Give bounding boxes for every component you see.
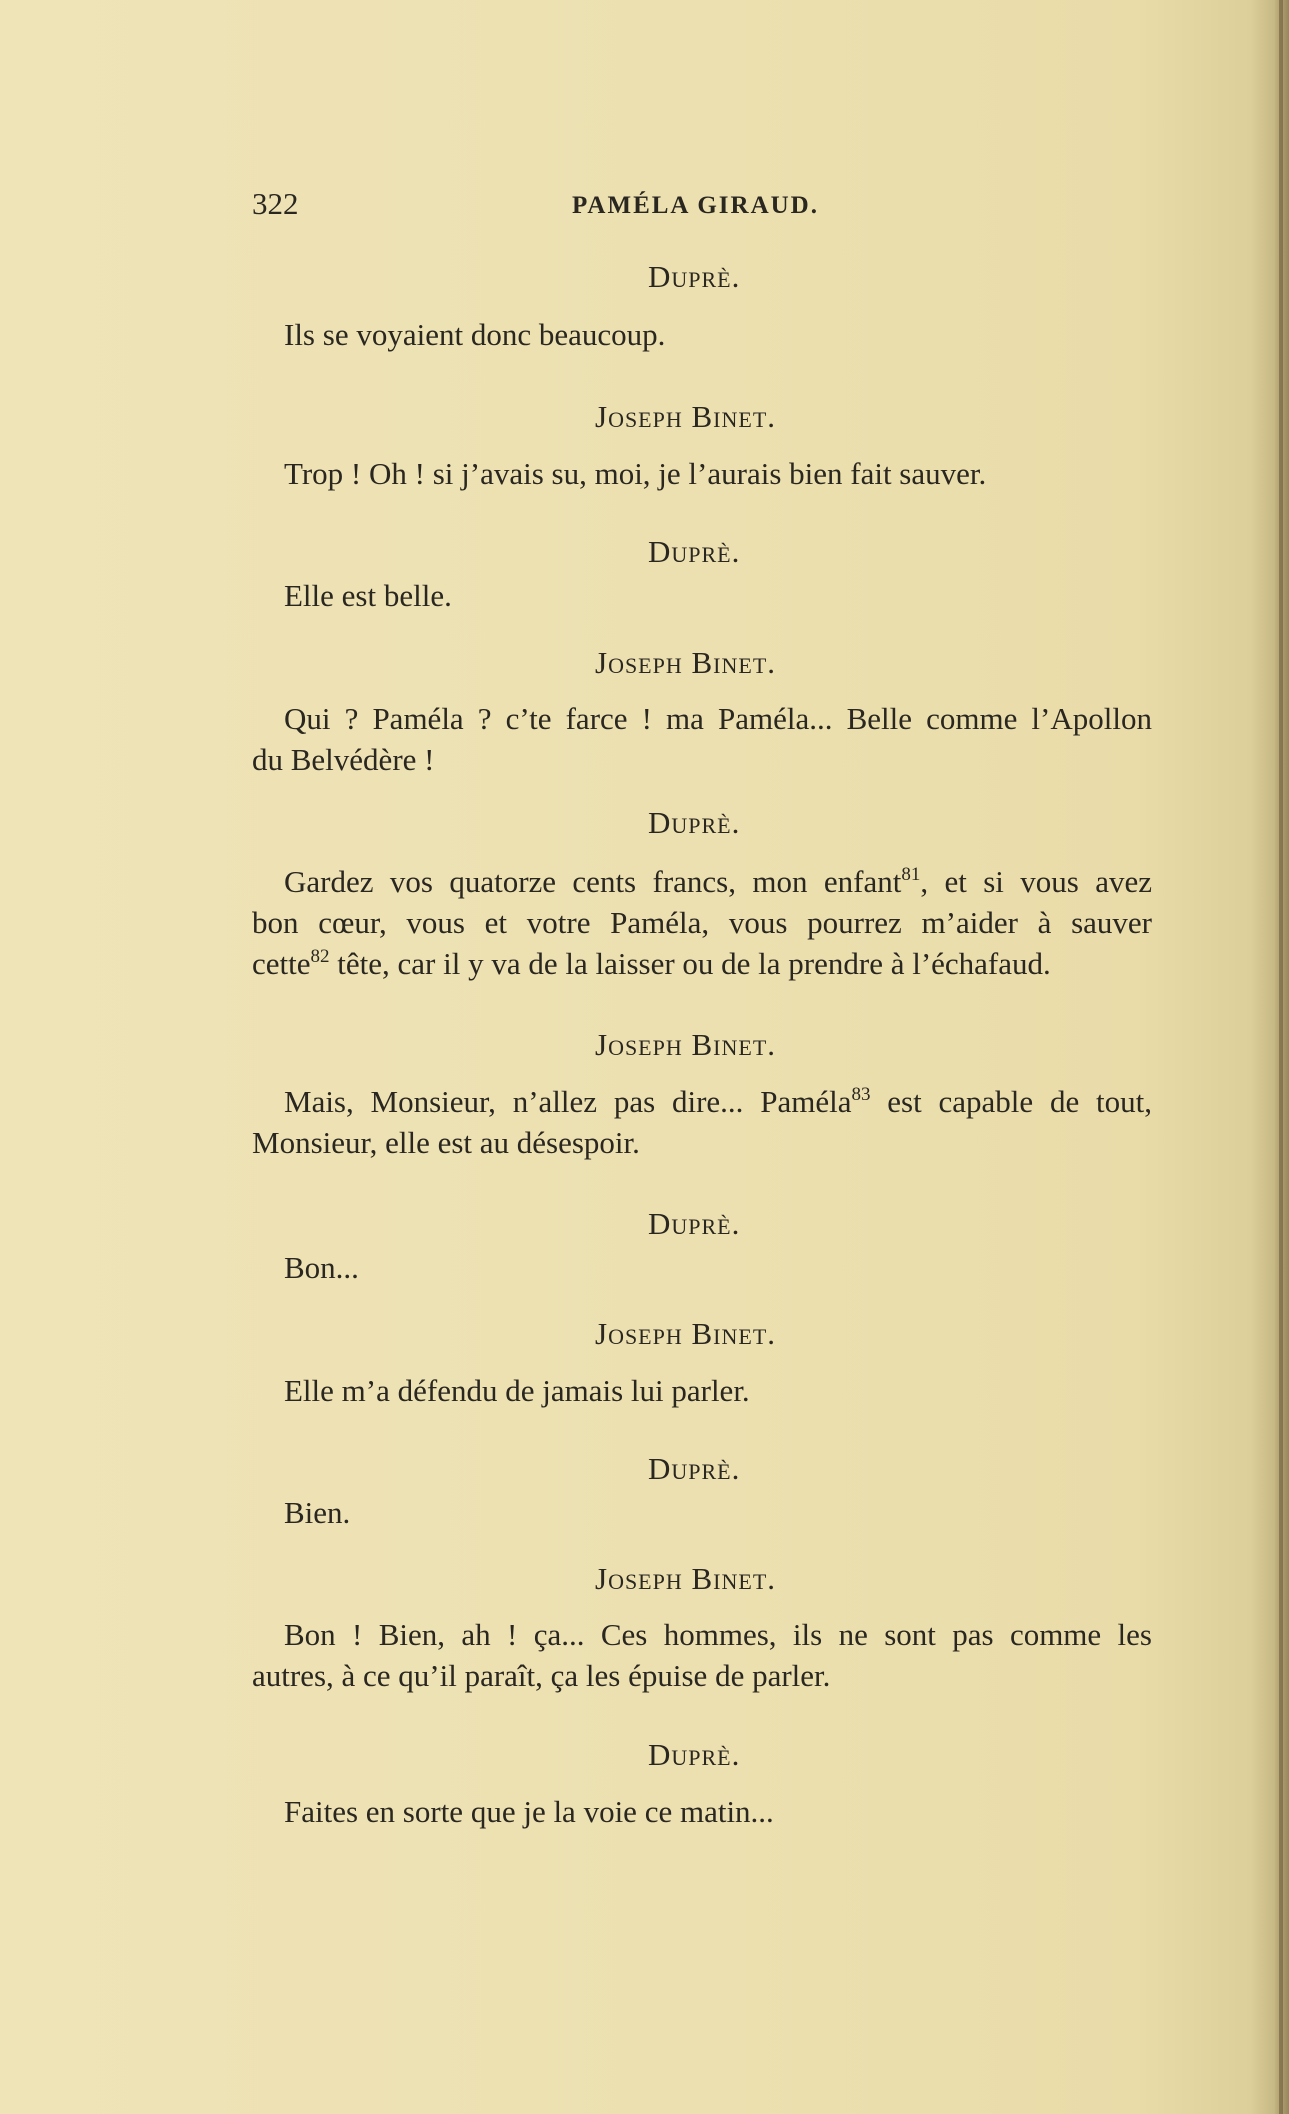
speaker-name: Duprè. — [648, 1451, 741, 1486]
speech-text: Mais, Monsieur, n’allez pas dire... Paméla — [284, 1084, 852, 1119]
speech — [252, 1614, 1152, 1696]
running-title: PAMÉLA GIRAUD. — [572, 192, 819, 219]
speech — [252, 1081, 1152, 1163]
speech — [252, 698, 1152, 780]
speaker-name: Joseph Binet. — [595, 1561, 777, 1596]
speech-line: du Belvédère ! — [252, 742, 435, 777]
speech-line: Trop ! Oh ! si j’avais su, moi, je l’aurais bien fait sauver. — [284, 456, 987, 491]
page-header — [252, 186, 1152, 230]
speech-text: Gardez vos quatorze cents francs, mon enfant — [284, 864, 902, 899]
speech — [252, 1791, 1152, 1832]
speaker-name: Duprè. — [648, 1737, 741, 1772]
speech — [252, 575, 1152, 616]
speaker-name: Duprè. — [648, 1206, 741, 1241]
speech-line: Qui ? Paméla ? c’te farce ! ma Paméla... Belle comme l’Apollon — [284, 701, 1152, 736]
speech-text: cette — [252, 946, 311, 981]
speech-line: Ils se voyaient donc beaucoup. — [284, 317, 666, 352]
speech-line: autres, à ce qu’il paraît, ça les épuise de parler. — [252, 1658, 831, 1693]
speaker-name: Joseph Binet. — [595, 399, 777, 434]
speech-line: Faites en sorte que je la voie ce matin... — [284, 1794, 774, 1829]
speech-line — [252, 943, 1152, 984]
page-binding-line — [1279, 0, 1283, 2114]
speech-line: Elle m’a défendu de jamais lui parler. — [284, 1373, 750, 1408]
speaker-name: Joseph Binet. — [595, 1316, 777, 1351]
speech-line: Monsieur, elle est au désespoir. — [252, 1125, 640, 1160]
speech-line: Bon ! Bien, ah ! ça... Ces hommes, ils ne sont pas comme les — [284, 1617, 1152, 1652]
footnote-marker: 82 — [310, 946, 330, 967]
footnote-marker: 81 — [901, 864, 921, 885]
speaker-name: Duprè. — [648, 259, 741, 294]
speaker-name: Duprè. — [648, 534, 741, 569]
speaker-name: Joseph Binet. — [595, 645, 777, 680]
footnote-marker: 83 — [851, 1084, 871, 1105]
speech — [252, 453, 1152, 494]
speech-line: Elle est belle. — [284, 578, 452, 613]
speech — [252, 314, 1152, 355]
speech — [252, 861, 1152, 984]
speech-text: , et si vous avez — [920, 864, 1153, 899]
speech-text: tête, car il y va de la laisser ou de la prendre à l’échafaud. — [329, 946, 1051, 981]
speech — [252, 1492, 1152, 1533]
speaker-name: Joseph Binet. — [595, 1027, 777, 1062]
speech — [252, 1247, 1152, 1288]
speech — [252, 1370, 1152, 1411]
speech-text: est capable de tout, — [870, 1084, 1152, 1119]
speech-line: Bon... — [284, 1250, 359, 1285]
speech-line — [252, 1081, 1152, 1122]
speech-line: Bien. — [284, 1495, 351, 1530]
speech-line: bon cœur, vous et votre Paméla, vous pourrez m’aider à sauver — [252, 905, 1152, 940]
page-number: 322 — [252, 186, 299, 221]
speaker-name: Duprè. — [648, 805, 741, 840]
speech-line — [252, 861, 1152, 902]
